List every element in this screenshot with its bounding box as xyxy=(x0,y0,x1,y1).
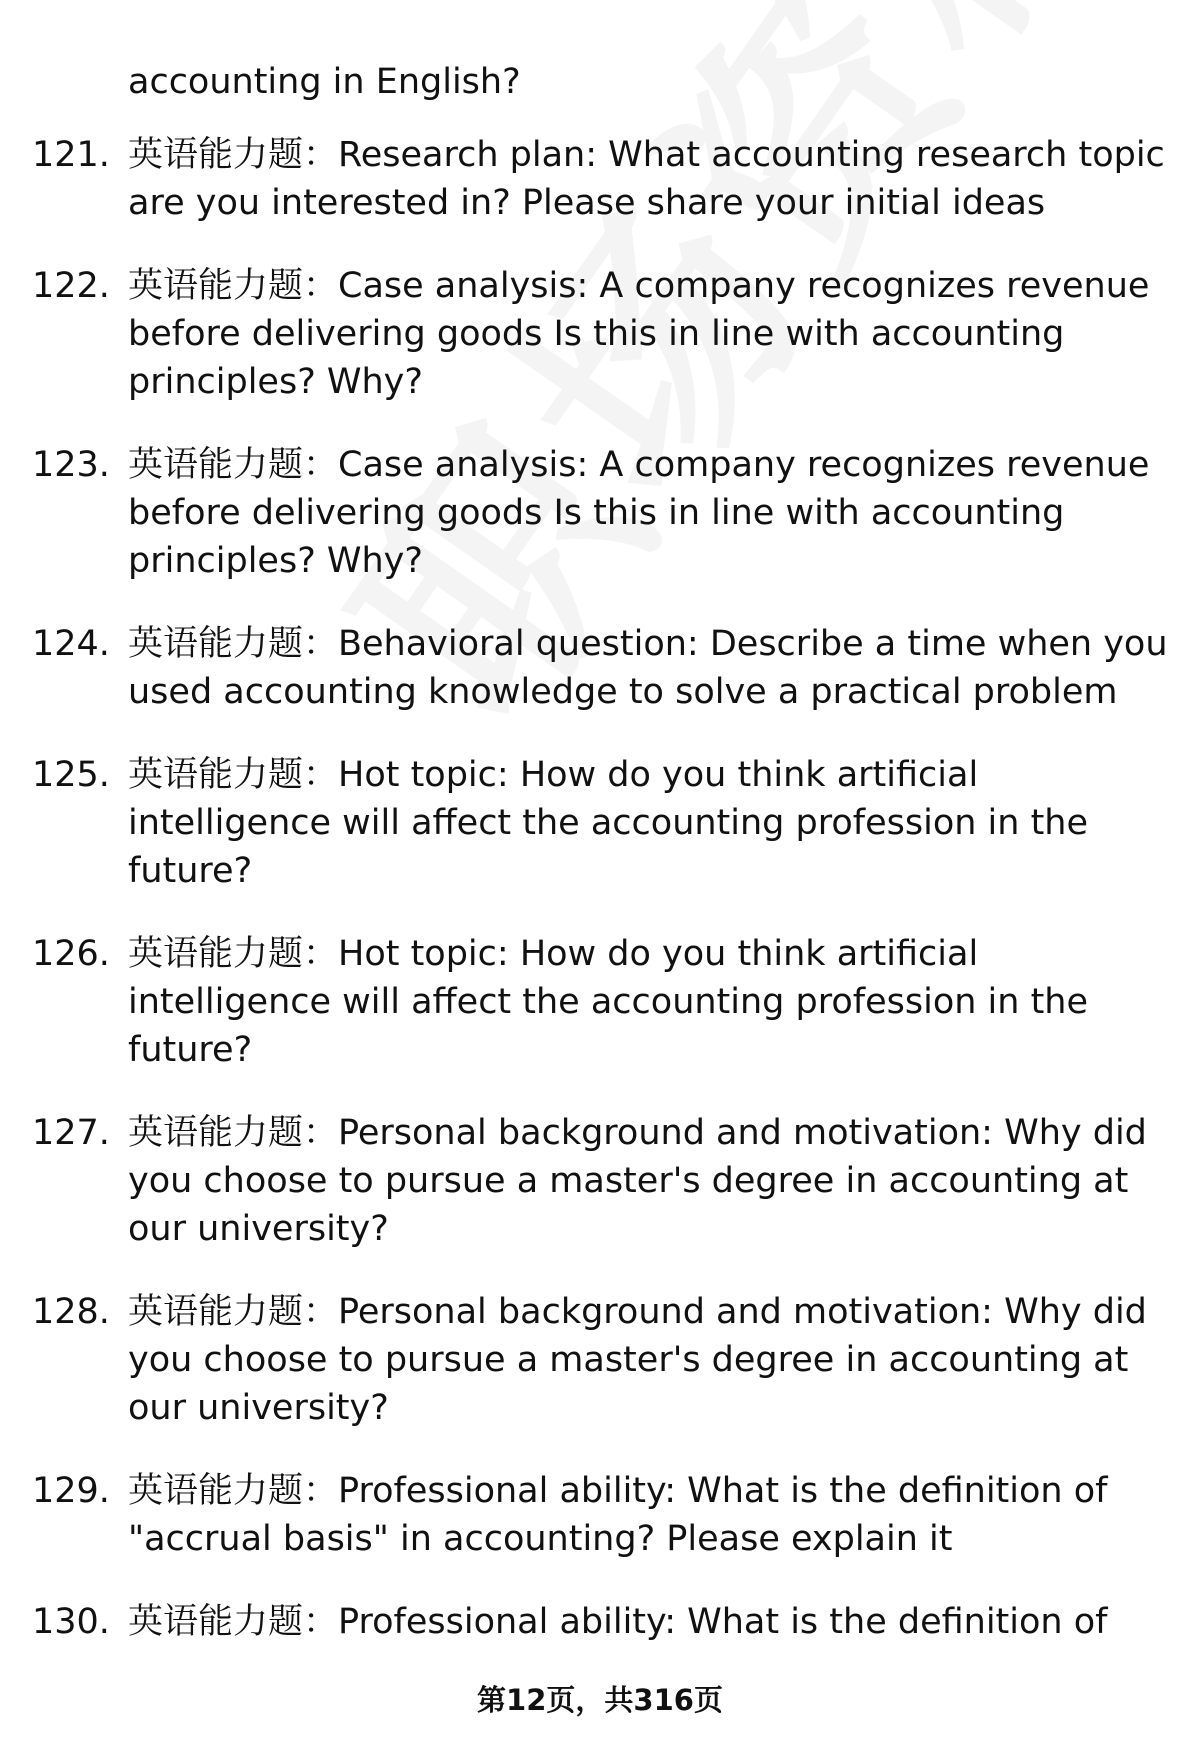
question-text: 英语能力题：Hot topic: How do you think artificial intelligence will affect the accounting profession in the future? xyxy=(128,934,1089,1070)
question-number: 122. xyxy=(32,266,110,306)
question-item xyxy=(0,1467,1200,1563)
question-item xyxy=(0,262,1200,406)
question-text: 英语能力题：Personal background and motivation: Why did you choose to pursue a master's degree in accounting at our university? xyxy=(128,1113,1147,1249)
question-item xyxy=(0,1109,1200,1253)
continued-question-text: accounting in English? xyxy=(128,62,521,102)
question-number: 126. xyxy=(32,934,110,974)
question-text: 英语能力题：Case analysis: A company recognizes revenue before delivering goods Is this in line with accounting principles? Why? xyxy=(128,445,1150,581)
question-item xyxy=(0,751,1200,895)
question-number: 125. xyxy=(32,755,110,795)
question-text: 英语能力题：Hot topic: How do you think artificial intelligence will affect the accounting profession in the future? xyxy=(128,755,1089,891)
question-text: 英语能力题：Personal background and motivation: Why did you choose to pursue a master's degree in accounting at our university? xyxy=(128,1292,1147,1428)
question-text: 英语能力题：Case analysis: A company recognizes revenue before delivering goods Is this in line with accounting principles? Why? xyxy=(128,266,1150,402)
question-text: 英语能力题：Professional ability: What is the definition of xyxy=(128,1602,1108,1642)
question-item xyxy=(0,131,1200,227)
question-number: 128. xyxy=(32,1292,110,1332)
question-number: 123. xyxy=(32,445,110,485)
question-text: 英语能力题：Professional ability: What is the definition of "accrual basis" in accounting? Please explain it xyxy=(128,1471,1108,1559)
question-number: 127. xyxy=(32,1113,110,1153)
question-item xyxy=(0,930,1200,1074)
page-footer: 第12页，共316页 xyxy=(477,1683,723,1717)
question-number: 130. xyxy=(32,1602,110,1642)
question-item xyxy=(0,441,1200,585)
question-list xyxy=(0,131,1200,1681)
question-number: 124. xyxy=(32,624,110,664)
question-number: 129. xyxy=(32,1471,110,1511)
question-item xyxy=(0,1288,1200,1432)
question-text: 英语能力题：Behavioral question: Describe a time when you used accounting knowledge to solve a practical problem xyxy=(128,624,1168,712)
question-item xyxy=(0,620,1200,716)
question-text: 英语能力题：Research plan: What accounting research topic are you interested in? Please share your initial ideas xyxy=(128,135,1165,223)
question-number: 121. xyxy=(32,135,110,175)
question-item xyxy=(0,1598,1200,1646)
